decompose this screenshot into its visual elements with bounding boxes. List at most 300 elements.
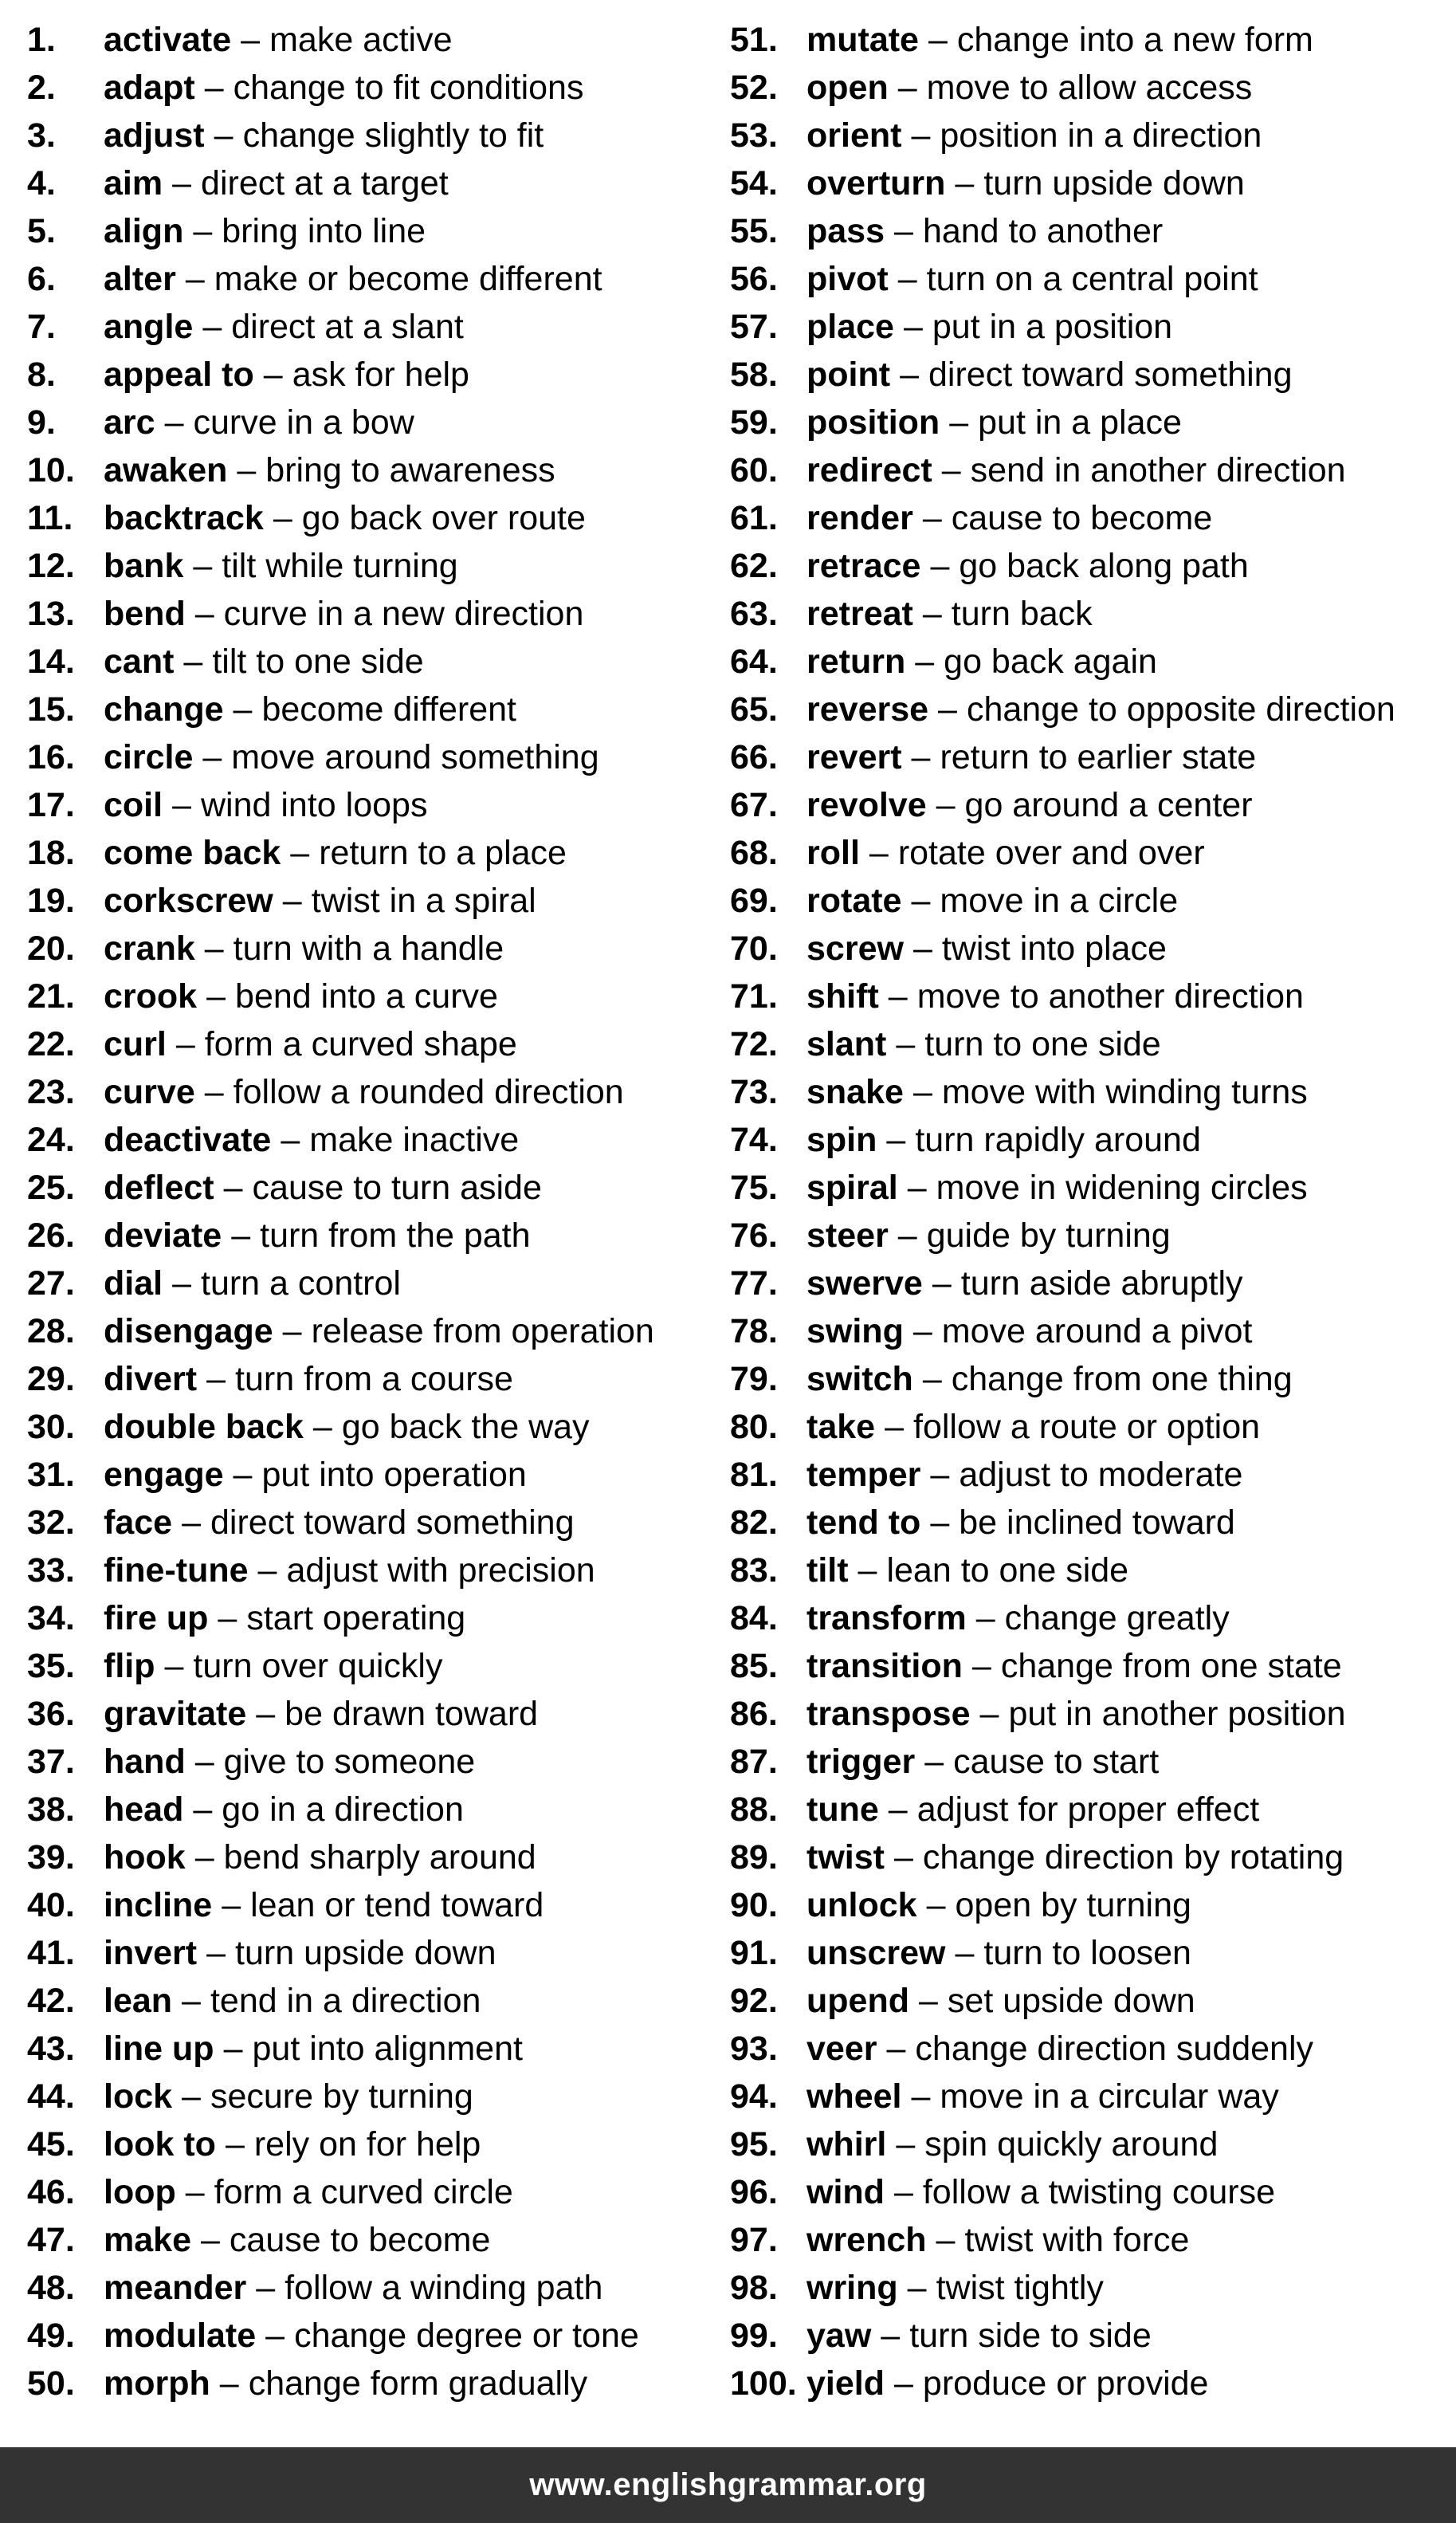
item-word: fine-tune — [104, 1551, 249, 1590]
item-definition: go back the way — [341, 1408, 590, 1446]
item-number: 98. — [730, 2269, 778, 2307]
item-number: 24. — [27, 1121, 75, 1159]
item-word: face — [104, 1503, 173, 1542]
list-item — [27, 1068, 712, 1116]
list-item — [730, 1355, 1447, 1403]
item-definition: change degree or tone — [294, 2317, 639, 2355]
item-definition: turn side to side — [909, 2317, 1152, 2355]
item-number: 54. — [730, 164, 778, 202]
list-item — [27, 686, 712, 733]
item-word: activate — [104, 21, 232, 59]
item-separator: – — [894, 212, 913, 250]
item-number: 35. — [27, 1647, 75, 1685]
item-definition: hand to another — [922, 212, 1164, 250]
item-number: 72. — [730, 1025, 778, 1063]
item-number: 14. — [27, 643, 75, 681]
item-number: 36. — [27, 1695, 75, 1733]
list-item — [27, 1499, 712, 1546]
item-word: loop — [104, 2173, 176, 2211]
list-item — [730, 1020, 1447, 1068]
list-item — [730, 1116, 1447, 1164]
item-separator: – — [975, 1599, 995, 1637]
list-item — [27, 351, 712, 399]
item-separator: – — [924, 1743, 944, 1781]
item-separator: – — [912, 1073, 932, 1111]
item-word: spiral — [806, 1169, 898, 1207]
list-item — [730, 2120, 1447, 2168]
item-word: trigger — [806, 1743, 916, 1781]
item-word: upend — [806, 1982, 909, 2020]
item-definition: turn on a central point — [926, 260, 1258, 298]
item-word: curl — [104, 1025, 167, 1063]
item-separator: – — [175, 1025, 195, 1063]
item-word: alter — [104, 260, 176, 298]
item-word: come back — [104, 834, 281, 872]
item-number: 1. — [27, 21, 56, 59]
item-number: 7. — [27, 308, 56, 346]
item-definition: turn over quickly — [193, 1647, 443, 1685]
item-number: 4. — [27, 164, 56, 202]
list-item — [27, 925, 712, 973]
list-item — [730, 2025, 1447, 2073]
item-word: meander — [104, 2269, 247, 2307]
item-definition: produce or provide — [922, 2364, 1209, 2403]
list-item — [27, 2216, 712, 2264]
item-number: 15. — [27, 690, 75, 729]
item-word: dial — [104, 1264, 163, 1303]
list-item — [27, 2168, 712, 2216]
list-item — [730, 159, 1447, 207]
list-item — [27, 399, 712, 446]
item-definition: start operating — [246, 1599, 466, 1637]
item-word: whirl — [806, 2125, 887, 2163]
item-word: rotate — [806, 882, 902, 920]
item-number: 80. — [730, 1408, 778, 1446]
item-word: double back — [104, 1408, 304, 1446]
item-definition: direct at a slant — [231, 308, 464, 346]
item-definition: change into a new form — [956, 21, 1313, 59]
item-separator: – — [193, 212, 213, 250]
item-word: invert — [104, 1934, 198, 1972]
item-separator: – — [949, 403, 969, 442]
item-word: coil — [104, 786, 163, 824]
list-item — [730, 2360, 1447, 2407]
item-number: 37. — [27, 1743, 75, 1781]
item-number: 6. — [27, 260, 56, 298]
item-separator: – — [237, 451, 257, 489]
item-definition: form a curved shape — [204, 1025, 517, 1063]
item-number: 31. — [27, 1456, 75, 1494]
item-number: 88. — [730, 1790, 778, 1829]
item-separator: – — [218, 1599, 237, 1637]
list-item — [730, 781, 1447, 829]
item-number: 33. — [27, 1551, 75, 1590]
item-word: orient — [806, 116, 902, 155]
item-definition: direct toward something — [928, 356, 1293, 394]
item-word: curve — [104, 1073, 195, 1111]
item-definition: move in widening circles — [936, 1169, 1308, 1207]
item-separator: – — [233, 1456, 253, 1494]
item-word: twist — [806, 1838, 885, 1877]
item-word: retreat — [806, 595, 913, 633]
item-separator: – — [886, 1121, 906, 1159]
item-number: 66. — [730, 738, 778, 776]
item-number: 82. — [730, 1503, 778, 1542]
item-separator: – — [936, 2221, 956, 2259]
item-word: fire up — [104, 1599, 209, 1637]
list-item — [27, 973, 712, 1020]
item-number: 34. — [27, 1599, 75, 1637]
item-word: overturn — [806, 164, 946, 202]
item-word: divert — [104, 1360, 198, 1398]
item-word: awaken — [104, 451, 228, 489]
item-separator: – — [222, 1886, 241, 1924]
item-number: 16. — [27, 738, 75, 776]
item-definition: put in a place — [978, 403, 1182, 442]
item-separator: – — [897, 260, 917, 298]
item-definition: put in another position — [1008, 1695, 1346, 1733]
list-item — [730, 351, 1447, 399]
item-word: cant — [104, 643, 175, 681]
list-item — [27, 2073, 712, 2120]
list-item — [27, 638, 712, 686]
list-item — [730, 1881, 1447, 1929]
item-separator: – — [936, 786, 956, 824]
list-item — [730, 542, 1447, 590]
item-word: retrace — [806, 547, 921, 585]
item-separator: – — [922, 1360, 942, 1398]
list-item — [27, 1260, 712, 1307]
item-separator: – — [881, 2317, 901, 2355]
list-item — [730, 1833, 1447, 1881]
item-separator: – — [194, 1743, 214, 1781]
item-word: open — [806, 69, 889, 107]
item-number: 32. — [27, 1503, 75, 1542]
list-item — [27, 446, 712, 494]
item-separator: – — [273, 499, 292, 537]
item-separator: – — [896, 1025, 916, 1063]
item-definition: follow a rounded direction — [233, 1073, 624, 1111]
item-separator: – — [911, 2077, 931, 2116]
item-definition: adjust with precision — [286, 1551, 595, 1590]
item-word: head — [104, 1790, 184, 1829]
item-definition: direct toward something — [210, 1503, 575, 1542]
item-definition: set upside down — [947, 1982, 1195, 2020]
item-separator: – — [282, 1312, 302, 1350]
item-number: 20. — [27, 929, 75, 968]
item-separator: – — [241, 21, 261, 59]
item-word: corkscrew — [104, 882, 273, 920]
item-separator: – — [894, 2364, 913, 2403]
item-separator: – — [182, 1503, 201, 1542]
list-item — [27, 1355, 712, 1403]
list-item — [27, 829, 712, 877]
item-definition: rely on for help — [253, 2125, 481, 2163]
list-item — [730, 1403, 1447, 1451]
item-word: unlock — [806, 1886, 917, 1924]
item-word: pivot — [806, 260, 889, 298]
item-word: look to — [104, 2125, 216, 2163]
item-definition: follow a winding path — [285, 2269, 603, 2307]
item-separator: – — [312, 1408, 332, 1446]
item-number: 43. — [27, 2030, 75, 2068]
item-separator: – — [911, 116, 931, 155]
list-item — [27, 1690, 712, 1738]
list-item — [730, 1260, 1447, 1307]
item-definition: cause to turn aside — [252, 1169, 542, 1207]
item-number: 84. — [730, 1599, 778, 1637]
item-definition: go back over route — [301, 499, 586, 537]
list-item — [730, 1546, 1447, 1594]
item-separator: – — [172, 786, 191, 824]
item-separator: – — [971, 1647, 991, 1685]
item-definition: change direction suddenly — [915, 2030, 1314, 2068]
item-number: 63. — [730, 595, 778, 633]
list-item — [730, 2312, 1447, 2360]
item-separator: – — [185, 260, 205, 298]
list-item — [27, 1642, 712, 1690]
item-number: 81. — [730, 1456, 778, 1494]
item-separator: – — [214, 116, 234, 155]
item-word: render — [806, 499, 913, 537]
item-number: 53. — [730, 116, 778, 155]
list-item — [27, 1212, 712, 1260]
item-number: 59. — [730, 403, 778, 442]
item-number: 79. — [730, 1360, 778, 1398]
item-number: 10. — [27, 451, 75, 489]
item-word: swing — [806, 1312, 904, 1350]
item-definition: follow a twisting course — [922, 2173, 1275, 2211]
item-definition: turn rapidly around — [915, 1121, 1201, 1159]
item-word: spin — [806, 1121, 877, 1159]
item-separator: – — [893, 1838, 913, 1877]
item-word: slant — [806, 1025, 887, 1063]
list-item — [27, 1307, 712, 1355]
item-separator: – — [172, 164, 192, 202]
item-number: 68. — [730, 834, 778, 872]
item-separator: – — [193, 547, 213, 585]
item-definition: turn with a handle — [233, 929, 504, 968]
item-word: incline — [104, 1886, 213, 1924]
item-separator: – — [182, 2077, 201, 2116]
item-separator: – — [896, 2125, 916, 2163]
item-separator: – — [897, 1216, 917, 1255]
item-word: veer — [806, 2030, 877, 2068]
item-definition: go around a center — [964, 786, 1253, 824]
list-item — [27, 1546, 712, 1594]
item-word: tend to — [806, 1503, 921, 1542]
list-item — [27, 1403, 712, 1451]
item-word: morph — [104, 2364, 210, 2403]
item-definition: twist with force — [964, 2221, 1190, 2259]
item-definition: turn from the path — [260, 1216, 531, 1255]
item-separator: – — [206, 977, 226, 1016]
item-definition: become different — [261, 690, 516, 729]
item-definition: cause to become — [229, 2221, 491, 2259]
item-number: 56. — [730, 260, 778, 298]
item-definition: ask for help — [292, 356, 469, 394]
item-definition: lean or tend toward — [250, 1886, 544, 1924]
item-number: 87. — [730, 1743, 778, 1781]
item-number: 60. — [730, 451, 778, 489]
item-separator: – — [930, 1456, 950, 1494]
item-separator: – — [193, 1790, 213, 1829]
item-definition: go in a direction — [222, 1790, 464, 1829]
list-item — [730, 446, 1447, 494]
item-number: 96. — [730, 2173, 778, 2211]
item-number: 38. — [27, 1790, 75, 1829]
item-definition: change from one thing — [951, 1360, 1293, 1398]
item-definition: change form gradually — [248, 2364, 588, 2403]
list-item — [27, 877, 712, 925]
item-definition: turn back — [951, 595, 1093, 633]
item-word: arc — [104, 403, 155, 442]
item-separator: – — [265, 2317, 285, 2355]
item-number: 93. — [730, 2030, 778, 2068]
item-word: circle — [104, 738, 194, 776]
item-word: transform — [806, 1599, 967, 1637]
list-item — [730, 733, 1447, 781]
item-separator: – — [941, 451, 961, 489]
item-number: 39. — [27, 1838, 75, 1877]
item-number: 99. — [730, 2317, 778, 2355]
item-number: 65. — [730, 690, 778, 729]
item-separator: – — [886, 2030, 906, 2068]
item-definition: move around something — [231, 738, 599, 776]
item-separator: – — [888, 977, 908, 1016]
item-word: position — [806, 403, 940, 442]
item-definition: open by turning — [955, 1886, 1191, 1924]
item-number: 90. — [730, 1886, 778, 1924]
item-definition: twist in a spiral — [311, 882, 536, 920]
item-word: crank — [104, 929, 195, 968]
list-item — [730, 494, 1447, 542]
list-item — [27, 112, 712, 159]
item-definition: cause to start — [953, 1743, 1160, 1781]
item-number: 44. — [27, 2077, 75, 2116]
item-definition: turn to one side — [924, 1025, 1161, 1063]
item-word: gravitate — [104, 1695, 247, 1733]
item-separator: – — [204, 69, 224, 107]
item-number: 64. — [730, 643, 778, 681]
item-definition: put into operation — [261, 1456, 527, 1494]
item-separator: – — [202, 308, 222, 346]
list-item — [730, 207, 1447, 255]
item-definition: send in another direction — [970, 451, 1346, 489]
list-item — [730, 1929, 1447, 1977]
item-definition: be drawn toward — [285, 1695, 539, 1733]
item-definition: twist into place — [941, 929, 1167, 968]
item-separator: – — [911, 882, 931, 920]
item-definition: change direction by rotating — [922, 1838, 1344, 1877]
item-number: 26. — [27, 1216, 75, 1255]
item-number: 27. — [27, 1264, 75, 1303]
item-number: 17. — [27, 786, 75, 824]
item-number: 13. — [27, 595, 75, 633]
item-separator: – — [182, 1982, 201, 2020]
item-number: 3. — [27, 116, 56, 155]
list-item — [730, 1451, 1447, 1499]
item-definition: guide by turning — [926, 1216, 1171, 1255]
item-separator: – — [979, 1695, 999, 1733]
item-number: 2. — [27, 69, 56, 107]
item-separator: – — [257, 1551, 277, 1590]
list-item — [730, 686, 1447, 733]
item-separator: – — [907, 2269, 927, 2307]
item-separator: – — [907, 1169, 927, 1207]
item-word: return — [806, 643, 906, 681]
list-item — [730, 1594, 1447, 1642]
item-separator: – — [922, 499, 942, 537]
item-word: deviate — [104, 1216, 222, 1255]
item-number: 21. — [27, 977, 75, 1016]
item-separator: – — [897, 69, 917, 107]
item-separator: – — [281, 1121, 300, 1159]
item-separator: – — [223, 2030, 243, 2068]
item-separator: – — [183, 643, 203, 681]
item-definition: adjust to moderate — [959, 1456, 1243, 1494]
item-word: lean — [104, 1982, 173, 2020]
list-item — [730, 2073, 1447, 2120]
item-separator: – — [911, 738, 931, 776]
item-separator: – — [858, 1551, 877, 1590]
item-definition: move to another direction — [916, 977, 1304, 1016]
list-item — [730, 1690, 1447, 1738]
item-word: reverse — [806, 690, 929, 729]
item-word: engage — [104, 1456, 224, 1494]
item-number: 83. — [730, 1551, 778, 1590]
footer-website-link[interactable]: www.englishgrammar.org — [529, 2467, 927, 2502]
item-number: 18. — [27, 834, 75, 872]
item-definition: move to allow access — [926, 69, 1253, 107]
item-definition: make or become different — [214, 260, 602, 298]
list-item — [730, 829, 1447, 877]
item-word: align — [104, 212, 184, 250]
item-definition: cause to become — [951, 499, 1213, 537]
word-list-right-column — [730, 16, 1447, 2407]
item-separator: – — [263, 356, 283, 394]
item-definition: move with winding turns — [941, 1073, 1308, 1111]
item-number: 71. — [730, 977, 778, 1016]
item-word: hand — [104, 1743, 186, 1781]
item-definition: spin quickly around — [924, 2125, 1219, 2163]
item-separator: – — [885, 1408, 904, 1446]
item-word: snake — [806, 1073, 904, 1111]
list-item — [27, 733, 712, 781]
item-word: roll — [806, 834, 860, 872]
list-item — [27, 2025, 712, 2073]
item-definition: change to fit conditions — [233, 69, 584, 107]
item-definition: move around a pivot — [941, 1312, 1253, 1350]
item-separator: – — [194, 595, 214, 633]
item-number: 28. — [27, 1312, 75, 1350]
item-word: swerve — [806, 1264, 923, 1303]
item-separator: – — [290, 834, 310, 872]
list-item — [730, 64, 1447, 112]
list-item — [730, 1307, 1447, 1355]
list-item — [730, 973, 1447, 1020]
item-number: 73. — [730, 1073, 778, 1111]
item-word: angle — [104, 308, 194, 346]
item-definition: change from one state — [1000, 1647, 1342, 1685]
item-number: 61. — [730, 499, 778, 537]
list-item — [27, 1451, 712, 1499]
item-separator: – — [204, 1073, 224, 1111]
item-word: pass — [806, 212, 885, 250]
item-definition: change to opposite direction — [966, 690, 1395, 729]
item-word: tune — [806, 1790, 879, 1829]
list-item — [730, 1738, 1447, 1786]
